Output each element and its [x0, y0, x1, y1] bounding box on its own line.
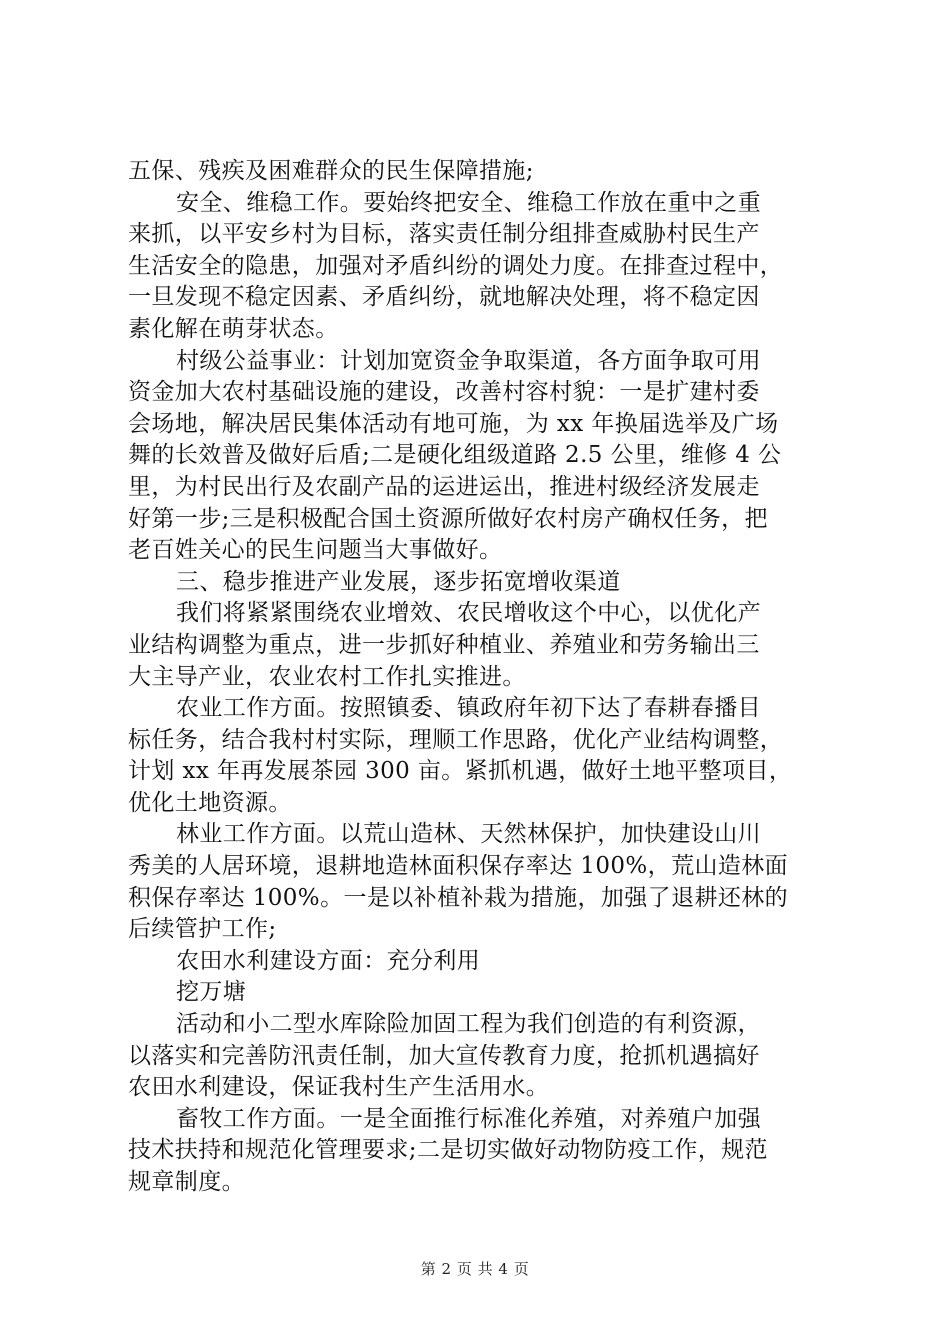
- text-line: 素化解在萌芽状态。: [128, 315, 339, 342]
- text-line: 会场地，解决居民集体活动有地可施，为 xx 年换届选举及广场: [128, 410, 779, 437]
- text-line: 里，为村民出行及农副产品的运进运出，推进村级经济发展走: [128, 473, 760, 500]
- text-line: 秀美的人居环境，退耕地造林面积保存率达 100%，荒山造林面: [128, 853, 789, 880]
- text-line: 大主导产业，农业农村工作扎实推进。: [128, 663, 526, 690]
- text-line: 生活安全的隐患，加强对矛盾纠纷的调处力度。在排查过程中，: [128, 252, 784, 279]
- text-line: 安全、维稳工作。要始终把安全、维稳工作放在重中之重: [176, 189, 761, 216]
- text-line: 标任务，结合我村村实际，理顺工作思路，优化产业结构调整，: [128, 726, 784, 753]
- text-line: 挖万塘: [176, 979, 247, 1006]
- text-line: 积保存率达 100%。一是以补植补栽为措施，加强了退耕还林的: [128, 884, 789, 911]
- text-line: 三、稳步推进产业发展，逐步拓宽增收渠道: [176, 568, 621, 595]
- text-line: 农田水利建设方面：充分利用: [176, 947, 481, 974]
- text-line: 以落实和完善防汛责任制，加大宣传教育力度，抢抓机遇搞好: [128, 1042, 760, 1069]
- text-line: 计划 xx 年再发展茶园 300 亩。紧抓机遇，做好土地平整项目，: [128, 758, 793, 785]
- text-line: 来抓，以平安乡村为目标，落实责任制分组排查威胁村民生产: [128, 221, 760, 248]
- text-line: 规章制度。: [128, 1169, 245, 1195]
- text-line: 一旦发现不稳定因素、矛盾纠纷，就地解决处理，将不稳定因: [128, 284, 760, 311]
- document-body: [128, 156, 828, 1199]
- text-line: 村级公益事业：计划加宽资金争取渠道，各方面争取可用: [176, 347, 761, 374]
- text-line: 技术扶持和规范化管理要求;二是切实做好动物防疫工作，规范: [128, 1137, 768, 1164]
- text-line: 后续管护工作;: [128, 916, 277, 943]
- text-line: 业结构调整为重点，进一步抓好种植业、养殖业和劳务输出三: [128, 631, 760, 658]
- text-line: 优化土地资源。: [128, 789, 292, 816]
- text-line: 五保、残疾及困难群众的民生保障措施;: [128, 158, 534, 184]
- text-line: 畜牧工作方面。一是全面推行标准化养殖，对养殖户加强: [176, 1105, 761, 1132]
- text-line: 林业工作方面。以荒山造林、天然林保护，加快建设山川: [176, 821, 761, 848]
- text-line: 老百姓关心的民生问题当大事做好。: [128, 537, 503, 564]
- text-line: 好第一步;三是积极配合国土资源所做好农村房产确权任务，把: [128, 505, 768, 532]
- text-line: 我们将紧紧围绕农业增效、农民增收这个中心，以优化产: [176, 600, 761, 627]
- text-line: 舞的长效普及做好后盾;二是硬化组级道路 2.5 公里，维修 4 公: [128, 442, 782, 469]
- page-footer: 第 2 页 共 4 页: [420, 1260, 530, 1278]
- text-line: 活动和小二型水库除险加固工程为我们创造的有利资源，: [176, 1011, 761, 1038]
- text-line: 农业工作方面。按照镇委、镇政府年初下达了春耕春播目: [176, 695, 761, 722]
- text-line: 资金加大农村基础设施的建设，改善村容村貌：一是扩建村委: [128, 379, 760, 406]
- text-line: 农田水利建设，保证我村生产生活用水。: [128, 1074, 550, 1101]
